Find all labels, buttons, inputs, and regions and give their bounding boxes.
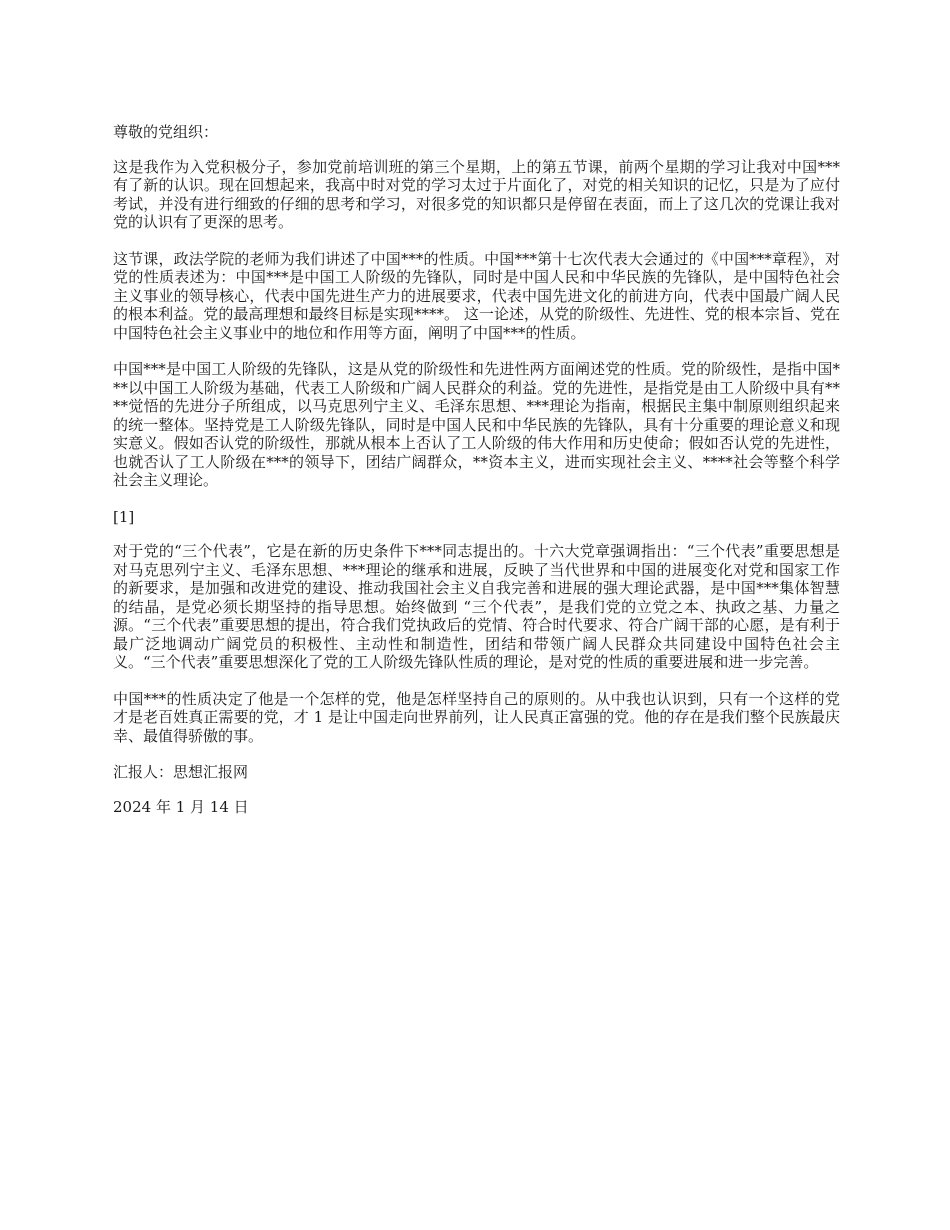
- document-page: [113, 123, 840, 834]
- date: 2024 年 1 月 14 日: [113, 797, 249, 816]
- signature: 汇报人：思想汇报网: [113, 763, 249, 781]
- salutation: 尊敬的党组织：: [113, 123, 219, 141]
- paragraph-intro: 这是我作为入党积极分子，参加党前培训班的第三个星期，上的第五节课，前两个星期的学习让我对中国***有了新的认识。现在回想起来，我高中时对党的学习太过于片面化了，对党的相关知识的记忆，只是为了应付考试，并没有进行细致的仔细的思考和学习，对很多党的知识都只是停留在表面，而上了这几次的党课让我对党的认识有了更深的思考。: [113, 157, 840, 231]
- footnote-marker: [1]: [113, 507, 135, 526]
- paragraph-conclusion: 中国***的性质决定了他是一个怎样的党，他是怎样坚持自己的原则的。从中我也认识到，只有一个这样的党才是老百姓真正需要的党，才 1 是让中国走向世界前列，让人民真正富强的党。他的存在是我们整个民族最庆幸、最值得骄傲的事。: [113, 689, 840, 745]
- paragraph-three-represents: 对于党的“三个代表”，它是在新的历史条件下***同志提出的。十六大党章强调指出：“三个代表”重要思想是对马克思列宁主义、毛泽东思想、***理论的继承和进展，反映了当代世界和中国的进展变化对党和国家工作的新要求，是加强和改进党的建设、推动我国社会主义自我完善和进展的强大理论武器，是中国***集体智慧的结晶，是党必须长期坚持的指导思想。始终做到 “三个代表”，是我们党的立党之本、执政之基、力量之源。“三个代表”重要思想的提出，符合我们党执政后的党情、符合时代要求、符合广阔干部的心愿，是有利于最广泛地调动广阔党员的积极性、主动性和制造性，团结和带领广阔人民群众共同建设中国特色社会主义。“三个代表”重要思想深化了党的工人阶级先锋队性质的理论，是对党的性质的重要进展和进一步完善。: [113, 542, 840, 671]
- paragraph-vanguard: 中国***是中国工人阶级的先锋队，这是从党的阶级性和先进性两方面阐述党的性质。党的阶级性，是指中国***以中国工人阶级为基础，代表工人阶级和广阔人民群众的利益。党的先进性，是指党是由工人阶级中具有****觉悟的先进分子所组成，以马克思列宁主义、毛泽东思想、***理论为指南，根据民主集中制原则组织起来的统一整体。坚持党是工人阶级先锋队，同时是中国人民和中华民族的先锋队，具有十分重要的理论意义和现实意义。假如否认党的阶级性，那就从根本上否认了工人阶级的伟大作用和历史使命；假如否认党的先进性，也就否认了工人阶级在***的领导下，团结广阔群众，**资本主义，进而实现社会主义、****社会等整个科学社会主义理论。: [113, 360, 840, 489]
- paragraph-party-nature: 这节课，政法学院的老师为我们讲述了中国***的性质。中国***第十七次代表大会通过的《中国***章程》，对党的性质表述为：中国***是中国工人阶级的先锋队，同时是中国人民和中华民族的先锋队，是中国特色社会主义事业的领导核心，代表中国先进生产力的进展要求，代表中国先进文化的前进方向，代表中国最广阔人民的根本利益。党的最高理想和最终目标是实现****。 这一论述，从党的阶级性、先进性、党的根本宗旨、党在中国特色社会主义事业中的地位和作用等方面，阐明了中国***的性质。: [113, 249, 840, 342]
